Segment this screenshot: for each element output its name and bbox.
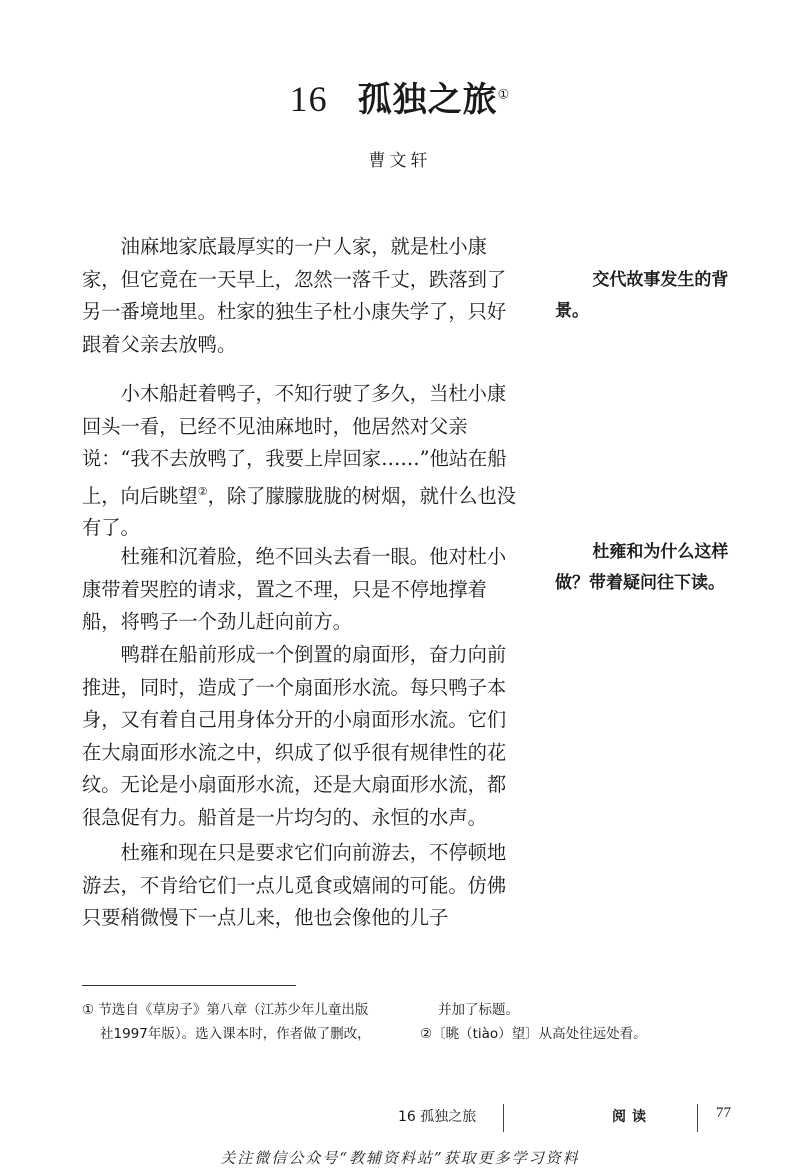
- footer-section-label: 阅读: [612, 1109, 652, 1125]
- footnote-1-line-1: ① 节选自《草房子》第八章（江苏少年儿童出版: [82, 1002, 369, 1018]
- chapter-title-text: 孤独之旅: [357, 80, 498, 120]
- paragraph-3: 杜雍和沉着脸，绝不回头去看一眼。他对杜小康带着哭腔的请求，置之不理，只是不停地撑着船，将鸭子一个劲儿赶向前方。: [82, 545, 507, 633]
- margin-note-2: 杜雍和为什么这样做？带着疑问往下读。: [555, 542, 729, 593]
- paragraph-2: [82, 378, 522, 545]
- footer-divider-1: [503, 1104, 504, 1132]
- watermark-text: 关注微信公众号“教辅资料站”获取更多学习资料: [220, 1149, 580, 1167]
- footnote-2: ②〔眺（tiào）望〕从高处往远处看。: [420, 1026, 647, 1042]
- footer-chapter-label: 16 孤独之旅: [398, 1109, 477, 1125]
- paragraph-2-text-b: ，除了朦朦胧胧的树烟，就什么也没有了。: [82, 483, 517, 540]
- inline-footnote-mark[interactable]: ②: [197, 484, 208, 498]
- paragraph-4: 鸭群在船前形成一个倒置的扇面形，奋力向前推进，同时，造成了一个扇面形水流。每只鸭子本身，又有着自己用身体分开的小扇面形水流。它们在大扇面形水流之中，织成了似乎很有规律性的花纹。无论是小扇面形水流，还是大扇面形水流，都很急促有力。船首是一片均匀的、永恒的水声。: [82, 643, 507, 829]
- footnote-rule: [82, 985, 296, 986]
- paragraph-2-text-a: 小木船赶着鸭子，不知行驶了多久，当杜小康回头一看，已经不见油麻地时，他居然对父亲说：“我不去放鸭了，我要上岸回家……”他站在船上，向后眺望: [82, 382, 507, 507]
- chapter-number: 16: [289, 79, 328, 119]
- margin-note-1: 交代故事发生的背景。: [555, 270, 729, 321]
- footnote-1-line-3: 并加了标题。: [438, 1002, 519, 1018]
- title-footnote-mark[interactable]: ①: [497, 87, 511, 103]
- paragraph-1: 油麻地家底最厚实的一户人家，就是杜小康家，但它竟在一天早上，忽然一落千丈，跌落到了另一番境地里。杜家的独生子杜小康失学了，只好跟着父亲去放鸭。: [82, 235, 507, 356]
- page-number: 77: [716, 1105, 731, 1121]
- paragraph-5: 杜雍和现在只是要求它们向前游去，不停顿地游去，不肯给它们一点儿觅食或嬉闹的可能。仿佛只要稍微慢下一点儿来，他也会像他的儿子: [82, 841, 507, 929]
- author-name: 曹文轩: [368, 151, 432, 171]
- footnote-1-line-2: 社1997年版）。选入课本时，作者做了删改，: [100, 1026, 371, 1042]
- chapter-title: [0, 72, 800, 121]
- footer-divider-2: [697, 1104, 698, 1132]
